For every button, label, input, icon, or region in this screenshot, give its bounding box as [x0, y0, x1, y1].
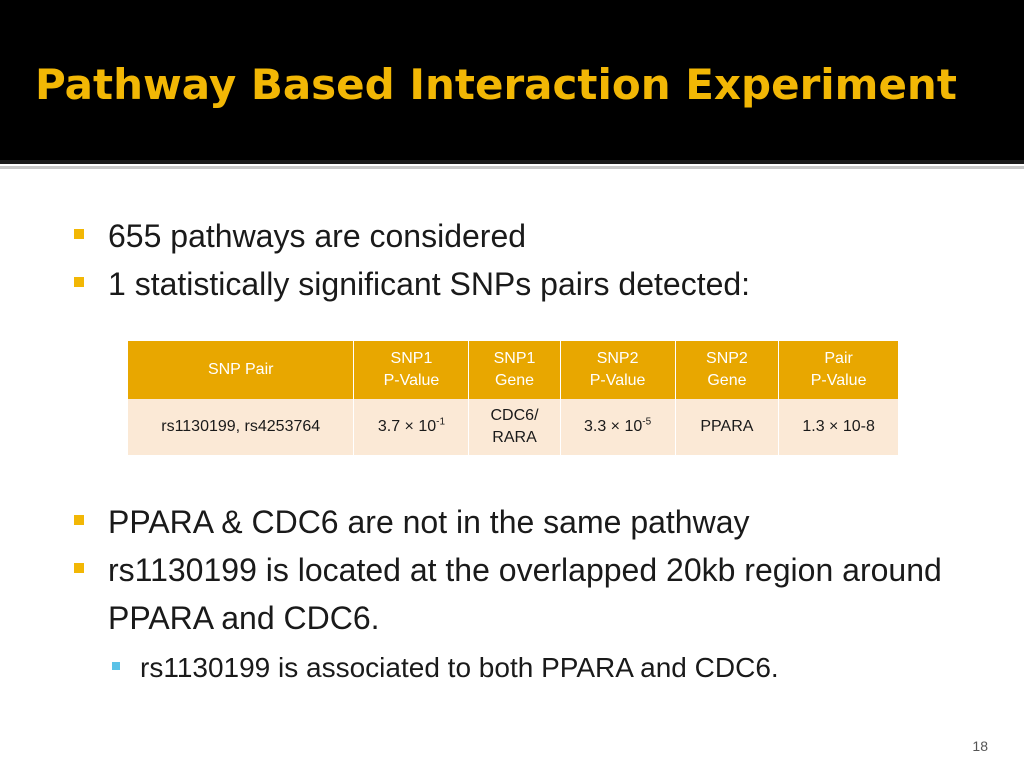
sub-bullet-square-icon: [112, 662, 120, 670]
header-label: Pair: [824, 350, 853, 367]
cell-snp2-pvalue: [560, 399, 675, 455]
bullet-item: [72, 260, 968, 308]
pvalue-exponent: -5: [642, 416, 652, 428]
gene-line: CDC6/: [490, 407, 539, 424]
sub-bullet-item: [72, 646, 968, 690]
header-snp2-gene: [675, 341, 779, 399]
table-header-row: [128, 341, 898, 399]
bullet-text: PPARA & CDC6 are not in the same pathway: [108, 504, 750, 540]
pvalue-base: 3.7 × 10: [377, 418, 437, 435]
header-label: P-Value: [589, 372, 646, 389]
cell-snp2-gene: PPARA: [675, 399, 779, 455]
snp-pair-table: [128, 341, 898, 455]
gene-line: RARA: [492, 429, 537, 446]
slide-title: Pathway Based Interaction Experiment: [35, 60, 957, 109]
header-snp1-pvalue: [354, 341, 469, 399]
header-snp1-gene: [469, 341, 560, 399]
header-pair-pvalue: [779, 341, 898, 399]
bullet-list-top: [72, 212, 968, 308]
bullet-item: [72, 546, 968, 642]
header-label: SNP2: [706, 350, 748, 367]
pvalue-base: 3.3 × 10: [583, 418, 643, 435]
header-label: SNP1: [493, 350, 536, 367]
cell-snp-pair: rs1130199, rs4253764: [128, 399, 354, 455]
header-label: Gene: [494, 372, 535, 389]
bullet-item: [72, 212, 968, 260]
table-row: [128, 399, 898, 455]
header-label: Gene: [707, 372, 747, 389]
page-number: 18: [972, 738, 988, 754]
pvalue-exponent: -1: [436, 416, 446, 428]
sub-bullet-text: rs1130199 is associated to both PPARA and CDC6.: [140, 652, 779, 683]
bullet-text: 1 statistically significant SNPs pairs detected:: [108, 266, 751, 302]
title-divider: [0, 160, 1024, 164]
header-label: P-Value: [383, 372, 440, 389]
header-label: SNP Pair: [207, 361, 274, 378]
header-snp2-pvalue: [560, 341, 675, 399]
header-snp-pair: [128, 341, 354, 399]
header-label: SNP2: [596, 350, 639, 367]
bullet-square-icon: [74, 563, 84, 573]
cell-snp1-gene: [469, 399, 560, 455]
bullet-list-bottom: [72, 498, 968, 690]
cell-snp1-pvalue: [354, 399, 469, 455]
bullet-square-icon: [74, 277, 84, 287]
bullet-item: [72, 498, 968, 546]
bullet-text: 655 pathways are considered: [108, 218, 527, 254]
bullet-square-icon: [74, 229, 84, 239]
bullet-text: rs1130199 is located at the overlapped 20kb region around PPARA and CDC6.: [108, 552, 942, 636]
header-label: P-Value: [810, 372, 867, 389]
title-divider-shadow: [0, 166, 1024, 169]
header-label: SNP1: [390, 350, 433, 367]
cell-pair-pvalue: 1.3 × 10-8: [779, 399, 898, 455]
title-bar: [0, 0, 1024, 160]
bullet-square-icon: [74, 515, 84, 525]
